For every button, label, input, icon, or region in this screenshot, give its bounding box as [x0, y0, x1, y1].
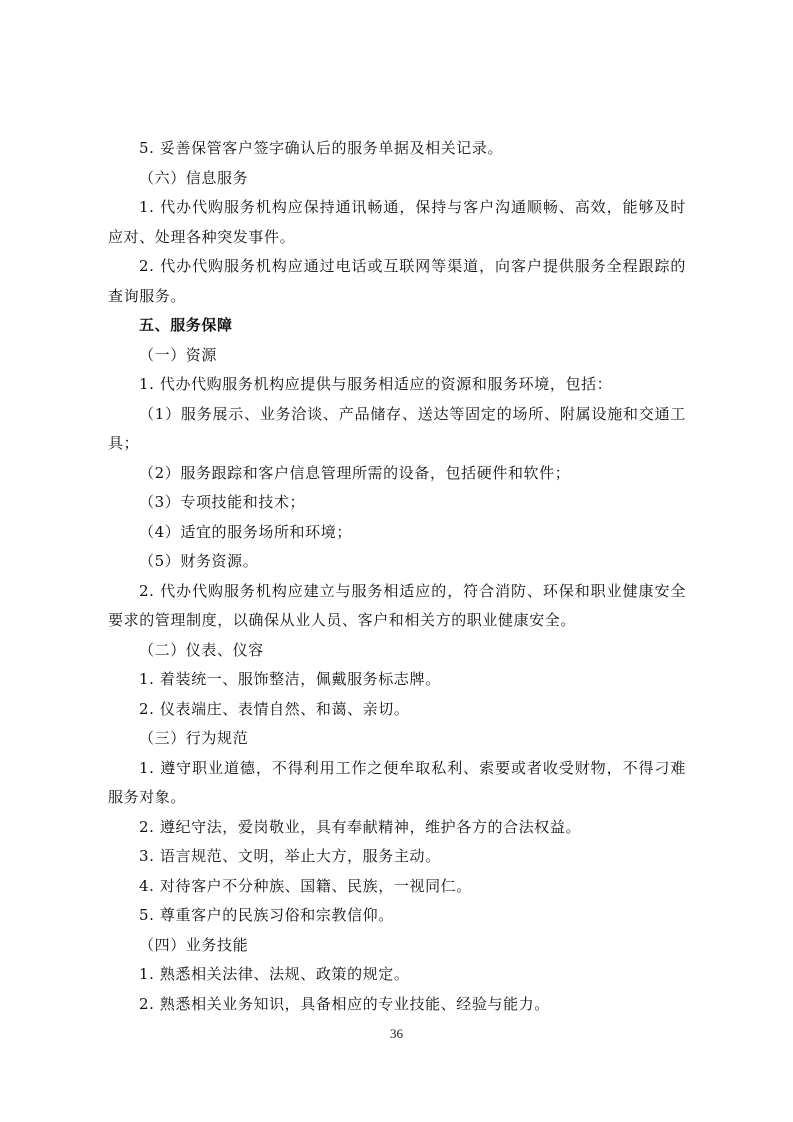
paragraph: 5. 尊重客户的民族习俗和宗教信仰。 — [139, 906, 394, 924]
paragraph: 1. 着装统一、服饰整洁，佩戴服务标志牌。 — [139, 670, 441, 688]
paragraph: 1. 遵守职业道德，不得利用工作之便牟取私利、索要或者收受财物，不得刁难服务对象。 — [108, 758, 686, 806]
document-body — [108, 134, 686, 1019]
subsection-heading: （六）信息服务 — [139, 168, 249, 187]
paragraph: 4. 对待客户不分种族、国籍、民族，一视同仁。 — [139, 876, 472, 895]
subsection-heading: （三）行为规范 — [139, 729, 249, 747]
subsection-heading: （一）资源 — [139, 345, 218, 364]
list-item: （4）适宜的服务场所和环境； — [139, 522, 352, 541]
paragraph: 2. 熟悉相关业务知识，具备相应的专业技能、经验与能力。 — [139, 994, 550, 1013]
paragraph: 1. 熟悉相关法律、法规、政策的规定。 — [139, 965, 410, 983]
paragraph: 2. 仪表端庄、表情自然、和蔼、亲切。 — [139, 699, 410, 718]
subsection-heading: （四）业务技能 — [139, 935, 249, 954]
list-item: （3）专项技能和技术； — [139, 493, 306, 511]
list-item: （1）服务展示、业务洽谈、产品储存、送达等固定的场所、附属设施和交通工具； — [108, 404, 686, 452]
list-item: （2）服务跟踪和客户信息管理所需的设备，包括硬件和软件； — [139, 463, 571, 482]
page-number: 36 — [390, 1026, 403, 1041]
section-heading: 五、服务保障 — [139, 316, 233, 334]
list-item: （5）财务资源。 — [139, 552, 259, 570]
paragraph: 5. 妥善保管客户签字确认后的服务单据及相关记录。 — [139, 139, 504, 157]
paragraph: 2. 代办代购服务机构应建立与服务相适应的，符合消防、环保和职业健康安全要求的管理制度，以确保从业人员、客户和相关方的职业健康安全。 — [108, 581, 686, 629]
paragraph: 2. 代办代购服务机构应通过电话或互联网等渠道，向客户提供服务全程跟踪的查询服务。 — [108, 257, 686, 305]
paragraph: 1. 代办代购服务机构应保持通讯畅通，保持与客户沟通顺畅、高效，能够及时应对、处理各种突发事件。 — [108, 198, 686, 246]
paragraph: 2. 遵纪守法，爱岗敬业，具有奉献精神，维护各方的合法权益。 — [139, 817, 582, 836]
paragraph: 1. 代办代购服务机构应提供与服务相适应的资源和服务环境，包括： — [139, 375, 613, 393]
subsection-heading: （二）仪表、仪容 — [139, 640, 264, 659]
paragraph: 3. 语言规范、文明，举止大方，服务主动。 — [139, 847, 441, 865]
